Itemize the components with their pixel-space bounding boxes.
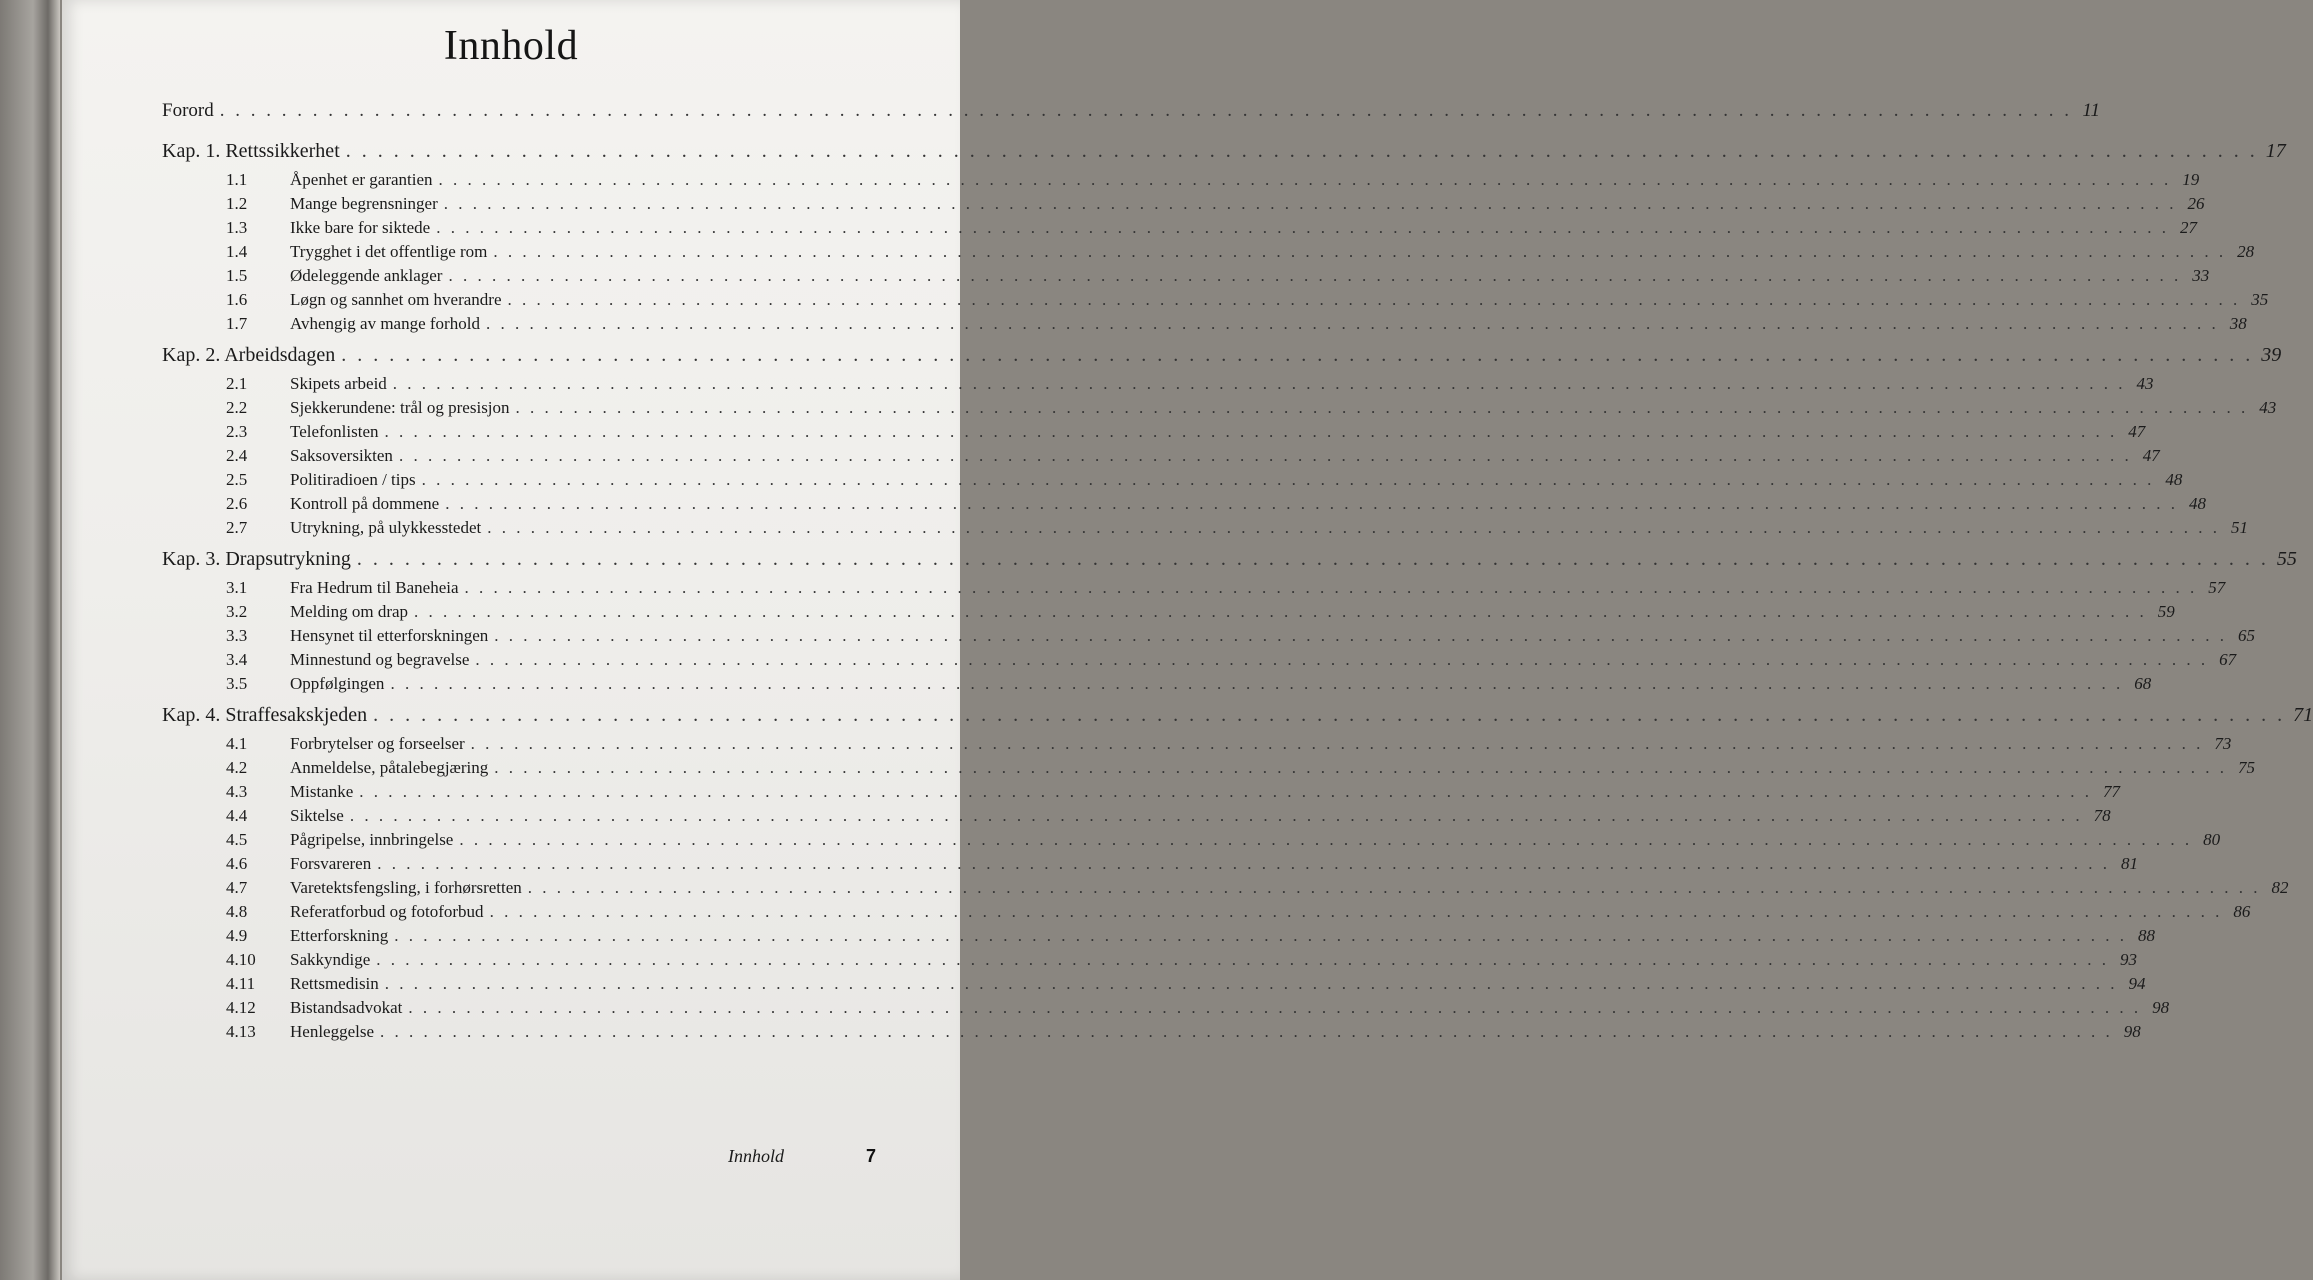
dot-leader: . . . . . . . . . . . . . . . . . . . . . . . . . . . . . . . . . . . . . . . . . . . . . . . . . . . . . . . . . . . . . . . . . . . . . . . . . . . . . . . . . . . . . . . . . . . . . . . . . . . . . . . . . . . . . . . . . . . . . . . . — [390, 674, 2124, 693]
dot-leader: . . . . . . . . . . . . . . . . . . . . . . . . . . . . . . . . . . . . . . . . . . . . . . . . . . . . . . . . . . . . . . . . . . . . . . . . . . . . . . . . . . . . . . . . . . . . . . . . . . . . . . . . . . . . . . . . . . . . . . . . — [464, 578, 2198, 597]
dot-leader: . . . . . . . . . . . . . . . . . . . . . . . . . . . . . . . . . . . . . . . . . . . . . . . . . . . . . . . . . . . . . . . . . . . . . . . . . . . . . . . . . . . . . . . . . . . . . . . . . . . . . . . . . . . . . . . . . . . . . . . . — [341, 344, 2254, 366]
entry-title: Løgn og sannhet om hverandre — [290, 290, 502, 309]
dot-leader: . . . . . . . . . . . . . . . . . . . . . . . . . . . . . . . . . . . . . . . . . . . . . . . . . . . . . . . . . . . . . . . . . . . . . . . . . . . . . . . . . . . . . . . . . . . . . . . . . . . . . . . . . . . . . . . . . . . . . . . . — [436, 218, 2169, 237]
entry-title: Henleggelse — [290, 1022, 375, 1041]
dot-leader: . . . . . . . . . . . . . . . . . . . . . . . . . . . . . . . . . . . . . . . . . . . . . . . . . . . . . . . . . . . . . . . . . . . . . . . . . . . . . . . . . . . . . . . . . . . . . . . . . . . . . . . . . . . . . . . . . . . . . . . . — [527, 878, 2261, 897]
entry-title: Fra Hedrum til Baneheia — [290, 578, 459, 597]
section-number: 2.3 — [226, 422, 248, 441]
entry-page-number: 47 — [2142, 446, 2160, 465]
page-title: Innhold — [443, 23, 579, 69]
entry-page-number: 86 — [2233, 902, 2251, 921]
entry-title: Siktelse — [290, 806, 344, 825]
section-number: 1.6 — [226, 290, 248, 309]
dot-leader: . . . . . . . . . . . . . . . . . . . . . . . . . . . . . . . . . . . . . . . . . . . . . . . . . . . . . . . . . . . . . . . . . . . . . . . . . . . . . . . . . . . . . . . . . . . . . . . . . . . . . . . . . . . . . . . . . . . . . . . . — [394, 926, 2127, 945]
entry-page-number: 68 — [2134, 674, 2152, 693]
entry-page-number: 28 — [2237, 242, 2255, 261]
toc-chapter-entry — [162, 344, 2282, 374]
section-number: 1.7 — [226, 314, 248, 333]
toc-section-entry — [162, 758, 2256, 782]
entry-page-number: 48 — [2165, 470, 2183, 489]
dot-leader: . . . . . . . . . . . . . . . . . . . . . . . . . . . . . . . . . . . . . . . . . . . . . . . . . . . . . . . . . . . . . . . . . . . . . . . . . . . . . . . . . . . . . . . . . . . . . . . . . . . . . . . . . . . . . . . . . . . . . . . . — [356, 548, 2269, 570]
toc-section-entry — [162, 374, 2154, 398]
toc-section-entry — [162, 602, 2175, 626]
entry-page-number: 47 — [2128, 422, 2146, 441]
entry-title: Åpenhet er garantien — [290, 170, 433, 189]
toc-section-entry — [162, 626, 2256, 650]
book-spine-edge — [0, 0, 60, 1280]
entry-title: Minnestund og begravelse — [290, 650, 470, 669]
section-number: 4.4 — [226, 806, 248, 825]
dot-leader: . . . . . . . . . . . . . . . . . . . . . . . . . . . . . . . . . . . . . . . . . . . . . . . . . . . . . . . . . . . . . . . . . . . . . . . . . . . . . . . . . . . . . . . . . . . . . . . . . . . . . . . . . . . . . . . . . . . . . . . . — [359, 782, 2093, 801]
toc-section-entry — [162, 398, 2277, 422]
dot-leader: . . . . . . . . . . . . . . . . . . . . . . . . . . . . . . . . . . . . . . . . . . . . . . . . . . . . . . . . . . . . . . . . . . . . . . . . . . . . . . . . . . . . . . . . . . . . . . . . . . . . . . . . . . . . . . . . . . . . . . . . — [448, 266, 2182, 285]
section-number: 1.5 — [226, 266, 248, 285]
toc-section-entry — [162, 518, 2248, 542]
dot-leader: . . . . . . . . . . . . . . . . . . . . . . . . . . . . . . . . . . . . . . . . . . . . . . . . . . . . . . . . . . . . . . . . . . . . . . . . . . . . . . . . . . . . . . . . . . . . . . . . . . . . . . . . . . . . . . . . . . . . . . . . — [373, 704, 2286, 726]
dot-leader: . . . . . . . . . . . . . . . . . . . . . . . . . . . . . . . . . . . . . . . . . . . . . . . . . . . . . . . . . . . . . . . . . . . . . . . . . . . . . . . . . . . . . . . . . . . . . . . . . . . . . . . . . . . . . . . . . . . . . . . . — [376, 950, 2110, 969]
section-number: 3.1 — [226, 578, 248, 597]
section-number: 4.7 — [226, 878, 248, 897]
section-number: 4.6 — [226, 854, 248, 873]
section-number: 2.4 — [226, 446, 248, 465]
dot-leader: . . . . . . . . . . . . . . . . . . . . . . . . . . . . . . . . . . . . . . . . . . . . . . . . . . . . . . . . . . . . . . . . . . . . . . . . . . . . . . . . . . . . . . . . . . . . . . . . . . . . . . . . . . . . . . . . . . . . . . . . — [438, 170, 2172, 189]
entry-page-number: 71 — [2293, 704, 2313, 726]
entry-page-number: 65 — [2238, 626, 2256, 645]
entry-page-number: 27 — [2179, 218, 2197, 237]
toc-section-entry — [162, 998, 2170, 1022]
toc-section-entry — [162, 950, 2138, 974]
section-number: 4.10 — [226, 950, 256, 969]
table-of-contents — [162, 100, 2313, 1046]
section-number: 1.2 — [226, 194, 248, 213]
toc-section-entry — [162, 290, 2269, 314]
entry-page-number: 19 — [2182, 170, 2200, 189]
entry-title: Ødeleggende anklager — [290, 266, 443, 285]
section-number: 2.1 — [226, 374, 248, 393]
entry-page-number: 43 — [2259, 398, 2277, 417]
section-number: 4.12 — [226, 998, 256, 1017]
entry-title: Kap. 3. Drapsutrykning — [162, 548, 351, 570]
toc-section-entry — [162, 782, 2121, 806]
entry-page-number: 55 — [2276, 548, 2297, 570]
section-number: 4.11 — [226, 974, 256, 993]
running-title: Innhold — [728, 1146, 784, 1166]
toc-section-entry — [162, 494, 2206, 518]
section-number: 4.1 — [226, 734, 248, 753]
section-number: 4.9 — [226, 926, 248, 945]
section-number: 3.4 — [226, 650, 248, 669]
section-number: 4.5 — [226, 830, 248, 849]
entry-page-number: 78 — [2093, 806, 2111, 825]
page-number: 7 — [866, 1146, 877, 1166]
section-number: 1.3 — [226, 218, 248, 237]
entry-title: Skipets arbeid — [290, 374, 387, 393]
toc-chapter-entry — [162, 704, 2313, 734]
entry-title: Oppfølgingen — [290, 674, 385, 693]
entry-title: Saksoversikten — [290, 446, 393, 465]
dot-leader: . . . . . . . . . . . . . . . . . . . . . . . . . . . . . . . . . . . . . . . . . . . . . . . . . . . . . . . . . . . . . . . . . . . . . . . . . . . . . . . . . . . . . . . . . . . . . . . . . . . . . . . . . . . . . . . . . . . . . . . . — [392, 374, 2126, 393]
entry-title: Avhengig av mange forhold — [290, 314, 480, 333]
section-number: 2.7 — [226, 518, 248, 537]
entry-title: Varetektsfengsling, i forhørsretten — [290, 878, 522, 897]
toc-section-entry — [162, 926, 2155, 950]
entry-page-number: 39 — [2261, 344, 2282, 366]
toc-section-entry — [162, 830, 2221, 854]
section-number: 3.2 — [226, 602, 248, 621]
dot-leader: . . . . . . . . . . . . . . . . . . . . . . . . . . . . . . . . . . . . . . . . . . . . . . . . . . . . . . . . . . . . . . . . . . . . . . . . . . . . . . . . . . . . . . . . . . . . . . . . . . . . . . . . . . . . . . . . . . . . . . . . — [459, 830, 2193, 849]
toc-section-entry — [162, 974, 2146, 998]
entry-title: Sakkyndige — [290, 950, 371, 969]
dot-leader: . . . . . . . . . . . . . . . . . . . . . . . . . . . . . . . . . . . . . . . . . . . . . . . . . . . . . . . . . . . . . . . . . . . . . . . . . . . . . . . . . . . . . . . . . . . . . . . . . . . . . . . . . . . . . . . . . . . . . . . . — [384, 974, 2118, 993]
entry-page-number: 94 — [2128, 974, 2146, 993]
dot-leader: . . . . . . . . . . . . . . . . . . . . . . . . . . . . . . . . . . . . . . . . . . . . . . . . . . . . . . . . . . . . . . . . . . . . . . . . . . . . . . . . . . . . . . . . . . . . . . . . . . . . . . . . . . . . . . . . . . . . . . . . — [421, 470, 2155, 489]
entry-title: Forord — [162, 100, 214, 121]
dot-leader: . . . . . . . . . . . . . . . . . . . . . . . . . . . . . . . . . . . . . . . . . . . . . . . . . . . . . . . . . . . . . . . . . . . . . . . . . . . . . . . . . . . . . . . . . . . . . . . . . . . . . . . . . . . . . . . . . . . . . . . . — [489, 902, 2223, 921]
entry-title: Bistandsadvokat — [290, 998, 403, 1017]
entry-title: Kap. 2. Arbeidsdagen — [162, 344, 336, 366]
dot-leader: . . . . . . . . . . . . . . . . . . . . . . . . . . . . . . . . . . . . . . . . . . . . . . . . . . . . . . . . . . . . . . . . . . . . . . . . . . . . . . . . . . . . . . . . . . . . . . . . . . . . . . . . . . . . . . . . . . . . . . . . — [507, 290, 2241, 309]
section-number: 4.3 — [226, 782, 248, 801]
toc-chapter-entry — [162, 548, 2297, 578]
entry-page-number: 82 — [2271, 878, 2289, 897]
entry-title: Melding om drap — [290, 602, 409, 621]
dot-leader: . . . . . . . . . . . . . . . . . . . . . . . . . . . . . . . . . . . . . . . . . . . . . . . . . . . . . . . . . . . . . . . . . . . . . . . . . . . . . . . . . . . . . . . . . . . . . . . . . . . . . . . . . . . . . . . . . . . . . . . . — [493, 242, 2227, 261]
toc-section-entry — [162, 674, 2152, 698]
dot-leader: . . . . . . . . . . . . . . . . . . . . . . . . . . . . . . . . . . . . . . . . . . . . . . . . . . . . . . . . . . . . . . . . . . . . . . . . . . . . . . . . . . . . . . . . . . . . . . . . . . . . . . . . . . . . . . . . . . . . . . . . — [475, 650, 2209, 669]
section-number: 2.2 — [226, 398, 248, 417]
section-number: 1.1 — [226, 170, 248, 189]
section-number: 3.5 — [226, 674, 248, 693]
dot-leader: . . . . . . . . . . . . . . . . . . . . . . . . . . . . . . . . . . . . . . . . . . . . . . . . . . . . . . . . . . . . . . . . . . . . . . . . . . . . . . . . . . . . . . . . . . . . . . . . . . . . . . . . . . . . . . . . . . . . . . . . — [219, 100, 2072, 121]
entry-page-number: 93 — [2120, 950, 2138, 969]
entry-page-number: 35 — [2251, 290, 2269, 309]
entry-title: Kontroll på dommene — [290, 494, 440, 513]
dot-leader: . . . . . . . . . . . . . . . . . . . . . . . . . . . . . . . . . . . . . . . . . . . . . . . . . . . . . . . . . . . . . . . . . . . . . . . . . . . . . . . . . . . . . . . . . . . . . . . . . . . . . . . . . . . . . . . . . . . . . . . . — [408, 998, 2142, 1017]
entry-title: Mistanke — [290, 782, 354, 801]
section-number: 4.13 — [226, 1022, 256, 1041]
dot-leader: . . . . . . . . . . . . . . . . . . . . . . . . . . . . . . . . . . . . . . . . . . . . . . . . . . . . . . . . . . . . . . . . . . . . . . . . . . . . . . . . . . . . . . . . . . . . . . . . . . . . . . . . . . . . . . . . . . . . . . . . — [349, 806, 2083, 825]
entry-page-number: 57 — [2208, 578, 2226, 597]
entry-title: Anmeldelse, påtalebegjæring — [290, 758, 489, 777]
toc-section-entry — [162, 446, 2160, 470]
dot-leader: . . . . . . . . . . . . . . . . . . . . . . . . . . . . . . . . . . . . . . . . . . . . . . . . . . . . . . . . . . . . . . . . . . . . . . . . . . . . . . . . . . . . . . . . . . . . . . . . . . . . . . . . . . . . . . . . . . . . . . . . — [377, 854, 2110, 873]
entry-page-number: 73 — [2214, 734, 2232, 753]
entry-title: Telefonlisten — [290, 422, 379, 441]
toc-section-entry — [162, 854, 2138, 878]
entry-title: Pågripelse, innbringelse — [290, 830, 454, 849]
dot-leader: . . . . . . . . . . . . . . . . . . . . . . . . . . . . . . . . . . . . . . . . . . . . . . . . . . . . . . . . . . . . . . . . . . . . . . . . . . . . . . . . . . . . . . . . . . . . . . . . . . . . . . . . . . . . . . . . . . . . . . . . — [380, 1022, 2113, 1041]
toc-section-entry — [162, 806, 2111, 830]
section-number: 4.8 — [226, 902, 248, 921]
entry-title: Forsvareren — [290, 854, 372, 873]
dot-leader: . . . . . . . . . . . . . . . . . . . . . . . . . . . . . . . . . . . . . . . . . . . . . . . . . . . . . . . . . . . . . . . . . . . . . . . . . . . . . . . . . . . . . . . . . . . . . . . . . . . . . . . . . . . . . . . . . . . . . . . . — [443, 194, 2177, 213]
section-number: 2.5 — [226, 470, 248, 489]
entry-title: Ikke bare for siktede — [290, 218, 431, 237]
entry-title: Mange begrensninger — [290, 194, 438, 213]
dot-leader: . . . . . . . . . . . . . . . . . . . . . . . . . . . . . . . . . . . . . . . . . . . . . . . . . . . . . . . . . . . . . . . . . . . . . . . . . . . . . . . . . . . . . . . . . . . . . . . . . . . . . . . . . . . . . . . . . . . . . . . . — [398, 446, 2132, 465]
entry-title: Referatforbud og fotoforbud — [290, 902, 484, 921]
dot-leader: . . . . . . . . . . . . . . . . . . . . . . . . . . . . . . . . . . . . . . . . . . . . . . . . . . . . . . . . . . . . . . . . . . . . . . . . . . . . . . . . . . . . . . . . . . . . . . . . . . . . . . . . . . . . . . . . . . . . . . . . — [414, 602, 2147, 621]
entry-page-number: 67 — [2219, 650, 2237, 669]
dot-leader: . . . . . . . . . . . . . . . . . . . . . . . . . . . . . . . . . . . . . . . . . . . . . . . . . . . . . . . . . . . . . . . . . . . . . . . . . . . . . . . . . . . . . . . . . . . . . . . . . . . . . . . . . . . . . . . . . . . . . . . . — [485, 314, 2219, 333]
toc-section-entry — [162, 878, 2289, 902]
toc-section-entry — [162, 242, 2255, 266]
dot-leader: . . . . . . . . . . . . . . . . . . . . . . . . . . . . . . . . . . . . . . . . . . . . . . . . . . . . . . . . . . . . . . . . . . . . . . . . . . . . . . . . . . . . . . . . . . . . . . . . . . . . . . . . . . . . . . . . . . . . . . . . — [470, 734, 2204, 753]
dot-leader: . . . . . . . . . . . . . . . . . . . . . . . . . . . . . . . . . . . . . . . . . . . . . . . . . . . . . . . . . . . . . . . . . . . . . . . . . . . . . . . . . . . . . . . . . . . . . . . . . . . . . . . . . . . . . . . . . . . . . . . . — [487, 518, 2220, 537]
entry-page-number: 11 — [2082, 100, 2100, 121]
toc-section-entry — [162, 266, 2210, 290]
entry-page-number: 48 — [2188, 494, 2206, 513]
entry-page-number: 51 — [2230, 518, 2248, 537]
entry-page-number: 43 — [2136, 374, 2154, 393]
entry-page-number: 80 — [2203, 830, 2221, 849]
entry-page-number: 33 — [2192, 266, 2210, 285]
entry-title: Trygghet i det offentlige rom — [290, 242, 488, 261]
entry-page-number: 98 — [2123, 1022, 2141, 1041]
dot-leader: . . . . . . . . . . . . . . . . . . . . . . . . . . . . . . . . . . . . . . . . . . . . . . . . . . . . . . . . . . . . . . . . . . . . . . . . . . . . . . . . . . . . . . . . . . . . . . . . . . . . . . . . . . . . . . . . . . . . . . . . — [515, 398, 2249, 417]
entry-page-number: 75 — [2238, 758, 2256, 777]
book-page — [62, 0, 2313, 1280]
toc-section-entry — [162, 314, 2247, 338]
entry-page-number: 98 — [2152, 998, 2170, 1017]
entry-page-number: 81 — [2120, 854, 2138, 873]
entry-page-number: 88 — [2137, 926, 2155, 945]
section-number: 3.3 — [226, 626, 248, 645]
entry-title: Kap. 4. Straffesakskjeden — [162, 704, 368, 726]
toc-section-entry — [162, 218, 2197, 242]
dot-leader: . . . . . . . . . . . . . . . . . . . . . . . . . . . . . . . . . . . . . . . . . . . . . . . . . . . . . . . . . . . . . . . . . . . . . . . . . . . . . . . . . . . . . . . . . . . . . . . . . . . . . . . . . . . . . . . . . . . . . . . . — [345, 140, 2258, 162]
toc-section-entry — [162, 470, 2183, 494]
entry-title: Forbrytelser og forseelser — [290, 734, 465, 753]
entry-page-number: 26 — [2187, 194, 2205, 213]
toc-section-entry — [162, 170, 2200, 194]
toc-section-entry — [162, 650, 2237, 674]
entry-title: Hensynet til etterforskningen — [290, 626, 489, 645]
dot-leader: . . . . . . . . . . . . . . . . . . . . . . . . . . . . . . . . . . . . . . . . . . . . . . . . . . . . . . . . . . . . . . . . . . . . . . . . . . . . . . . . . . . . . . . . . . . . . . . . . . . . . . . . . . . . . . . . . . . . . . . . — [494, 626, 2228, 645]
dot-leader: . . . . . . . . . . . . . . . . . . . . . . . . . . . . . . . . . . . . . . . . . . . . . . . . . . . . . . . . . . . . . . . . . . . . . . . . . . . . . . . . . . . . . . . . . . . . . . . . . . . . . . . . . . . . . . . . . . . . . . . . — [384, 422, 2118, 441]
section-number: 2.6 — [226, 494, 248, 513]
section-number: 4.2 — [226, 758, 248, 777]
entry-title: Etterforskning — [290, 926, 389, 945]
toc-section-entry — [162, 734, 2232, 758]
entry-title: Politiradioen / tips — [290, 470, 416, 489]
toc-section-entry — [162, 902, 2251, 926]
toc-section-entry — [162, 578, 2226, 602]
dot-leader: . . . . . . . . . . . . . . . . . . . . . . . . . . . . . . . . . . . . . . . . . . . . . . . . . . . . . . . . . . . . . . . . . . . . . . . . . . . . . . . . . . . . . . . . . . . . . . . . . . . . . . . . . . . . . . . . . . . . . . . . — [494, 758, 2228, 777]
toc-chapter-entry — [162, 140, 2286, 170]
toc-entry — [162, 100, 2100, 134]
entry-title: Rettsmedisin — [290, 974, 379, 993]
toc-section-entry — [162, 194, 2205, 218]
entry-page-number: 77 — [2103, 782, 2121, 801]
dot-leader: . . . . . . . . . . . . . . . . . . . . . . . . . . . . . . . . . . . . . . . . . . . . . . . . . . . . . . . . . . . . . . . . . . . . . . . . . . . . . . . . . . . . . . . . . . . . . . . . . . . . . . . . . . . . . . . . . . . . . . . . — [445, 494, 2178, 513]
entry-title: Utrykning, på ulykkesstedet — [290, 518, 482, 537]
entry-page-number: 17 — [2265, 140, 2286, 162]
entry-page-number: 59 — [2157, 602, 2175, 621]
section-number: 1.4 — [226, 242, 248, 261]
entry-title: Kap. 1. Rettssikkerhet — [162, 140, 340, 162]
entry-page-number: 38 — [2229, 314, 2247, 333]
toc-section-entry — [162, 1022, 2141, 1046]
toc-section-entry — [162, 422, 2146, 446]
entry-title: Sjekkerundene: trål og presisjon — [290, 398, 510, 417]
